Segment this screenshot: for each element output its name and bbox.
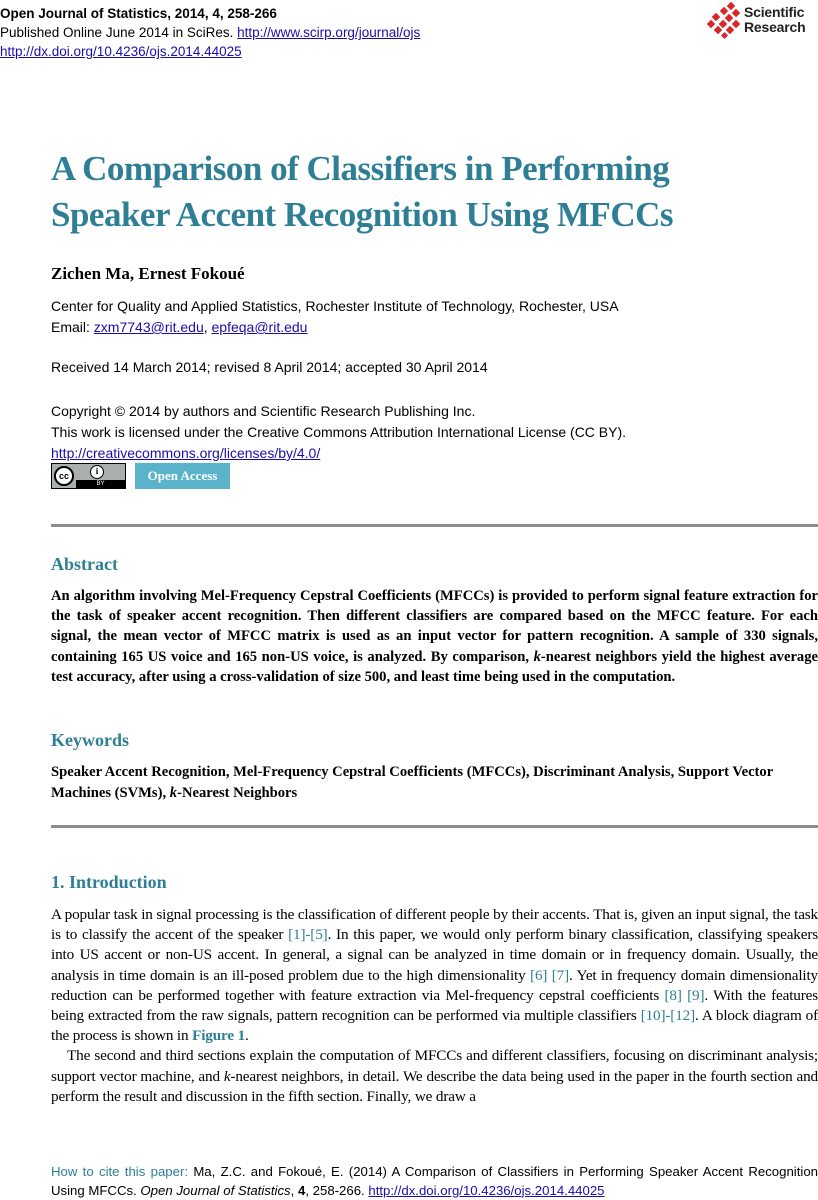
abstract-heading: Abstract [51,554,118,574]
received-dates: Received 14 March 2014; revised 8 April 2014; accepted 30 April 2014 [51,359,488,375]
journal-citation-line: Open Journal of Statistics, 2014, 4, 258-266 [0,6,277,21]
section-divider-bottom [51,825,818,828]
journal-url-link[interactable]: http://www.scirp.org/journal/ojs [237,25,421,40]
publisher-name: Scientific Research [744,4,806,35]
reference-link[interactable]: [10]-[12] [640,1007,696,1025]
license-link[interactable]: http://creativecommons.org/licenses/by/4.0/ [51,445,321,461]
intro-paragraph-1: A popular task in signal processing is the classification of different people by their accents. That is, given an input signal, the task is to classify the accent of the speaker [1]-[5]. In this paper, we would only perform binary classification, classifying speakers into US accent or non-US accent. In general, a signal can be analyzed in time domain or in frequency domain. Usually, the analysis in time domain is an ill-posed problem due to the high dimensionality [6] [7]. Yet in frequency domain dimensionality reduction can be performed together with feature extraction via Mel-frequency cepstral coefficients [8] [9]. With the features being extracted from the raw signals, pattern recognition can be performed via multiple classifiers [10]-[12]. A block diagram of the process is shown in Figure 1. [51,906,818,1045]
scientific-research-logo [706,2,818,42]
cite-label: How to cite this paper: [51,1164,189,1179]
how-to-cite: How to cite this paper: Ma, Z.C. and Fokoué, E. (2014) A Comparison of Classifiers in Performing Speaker Accent Recognition Using MFCCs. Open Journal of Statistics, 4, 258-266. http://dx.doi.org/10.4236/ojs.2014.44025 [51,1164,818,1198]
cc-icon: cc [54,466,74,486]
email-link-2[interactable]: epfeqa@rit.edu [211,319,308,335]
email-line: Email: zxm7743@rit.edu, epfeqa@rit.edu [51,319,308,335]
introduction-text [51,905,818,1107]
reference-link[interactable]: [8] [9] [664,986,705,1004]
figure-link[interactable]: Figure 1 [192,1027,246,1045]
license-line: This work is licensed under the Creative Commons Attribution International License (CC BY). [51,424,627,440]
by-label: BY [76,480,125,488]
reference-link[interactable]: [6] [7] [530,966,569,984]
published-line [0,23,420,42]
introduction-heading: 1. Introduction [51,872,167,892]
copyright-block [51,401,626,464]
attribution-icon: i [90,465,104,479]
authors: Zichen Ma, Ernest Fokoué [51,264,245,283]
open-access-badge: Open Access [135,463,230,489]
affiliation-block [51,296,619,338]
abstract-text: An algorithm involving Mel-Frequency Cepstral Coefficients (MFCCs) is provided to perform signal feature extraction for the task of speaker accent recognition. Then different classifiers are compared based on the MFCC feature. For each signal, the mean vector of MFCC matrix is used as an input vector for pattern recognition. A sample of 330 signals, containing 165 US voice and 165 non-US voice, is analyzed. By comparison, k-nearest neighbors yield the highest average test accuracy, after using a cross-validation of size 500, and least time being used in the computation. [51,588,818,685]
published-text: Published Online June 2014 in SciRes. [0,25,238,40]
paper-title: A Comparison of Classifiers in Performing Speaker Accent Recognition Using MFCCs [51,149,673,234]
copyright-line: Copyright © 2014 by authors and Scientific Research Publishing Inc. [51,403,476,419]
cite-doi-link[interactable]: http://dx.doi.org/10.4236/ojs.2014.44025 [368,1182,605,1198]
section-divider-top [51,524,818,527]
keywords-text: Speaker Accent Recognition, Mel-Frequency Cepstral Coefficients (MFCCs), Discriminant Analysis, Support Vector Machines (SVMs), k-Nearest Neighbors [51,764,773,801]
doi-line [0,42,420,61]
doi-link[interactable]: http://dx.doi.org/10.4236/ojs.2014.44025 [0,44,242,59]
journal-header [0,4,420,61]
reference-link[interactable]: [1]-[5] [288,926,328,944]
intro-paragraph-2: The second and third sections explain the computation of MFCCs and different classifiers, focusing on discriminant analysis; support vector machine, and k-nearest neighbors, in detail. We describe the data being used in the paper in the fourth section and perform the result and discussion in the fifth section. Finally, we draw a [51,1047,818,1105]
email-link-1[interactable]: zxm7743@rit.edu [93,319,204,335]
keywords-heading: Keywords [51,730,129,750]
affiliation: Center for Quality and Applied Statistics, Rochester Institute of Technology, Rochester, USA [51,298,619,314]
cc-by-badge[interactable] [51,463,126,489]
publisher-logo-icon [706,2,742,40]
